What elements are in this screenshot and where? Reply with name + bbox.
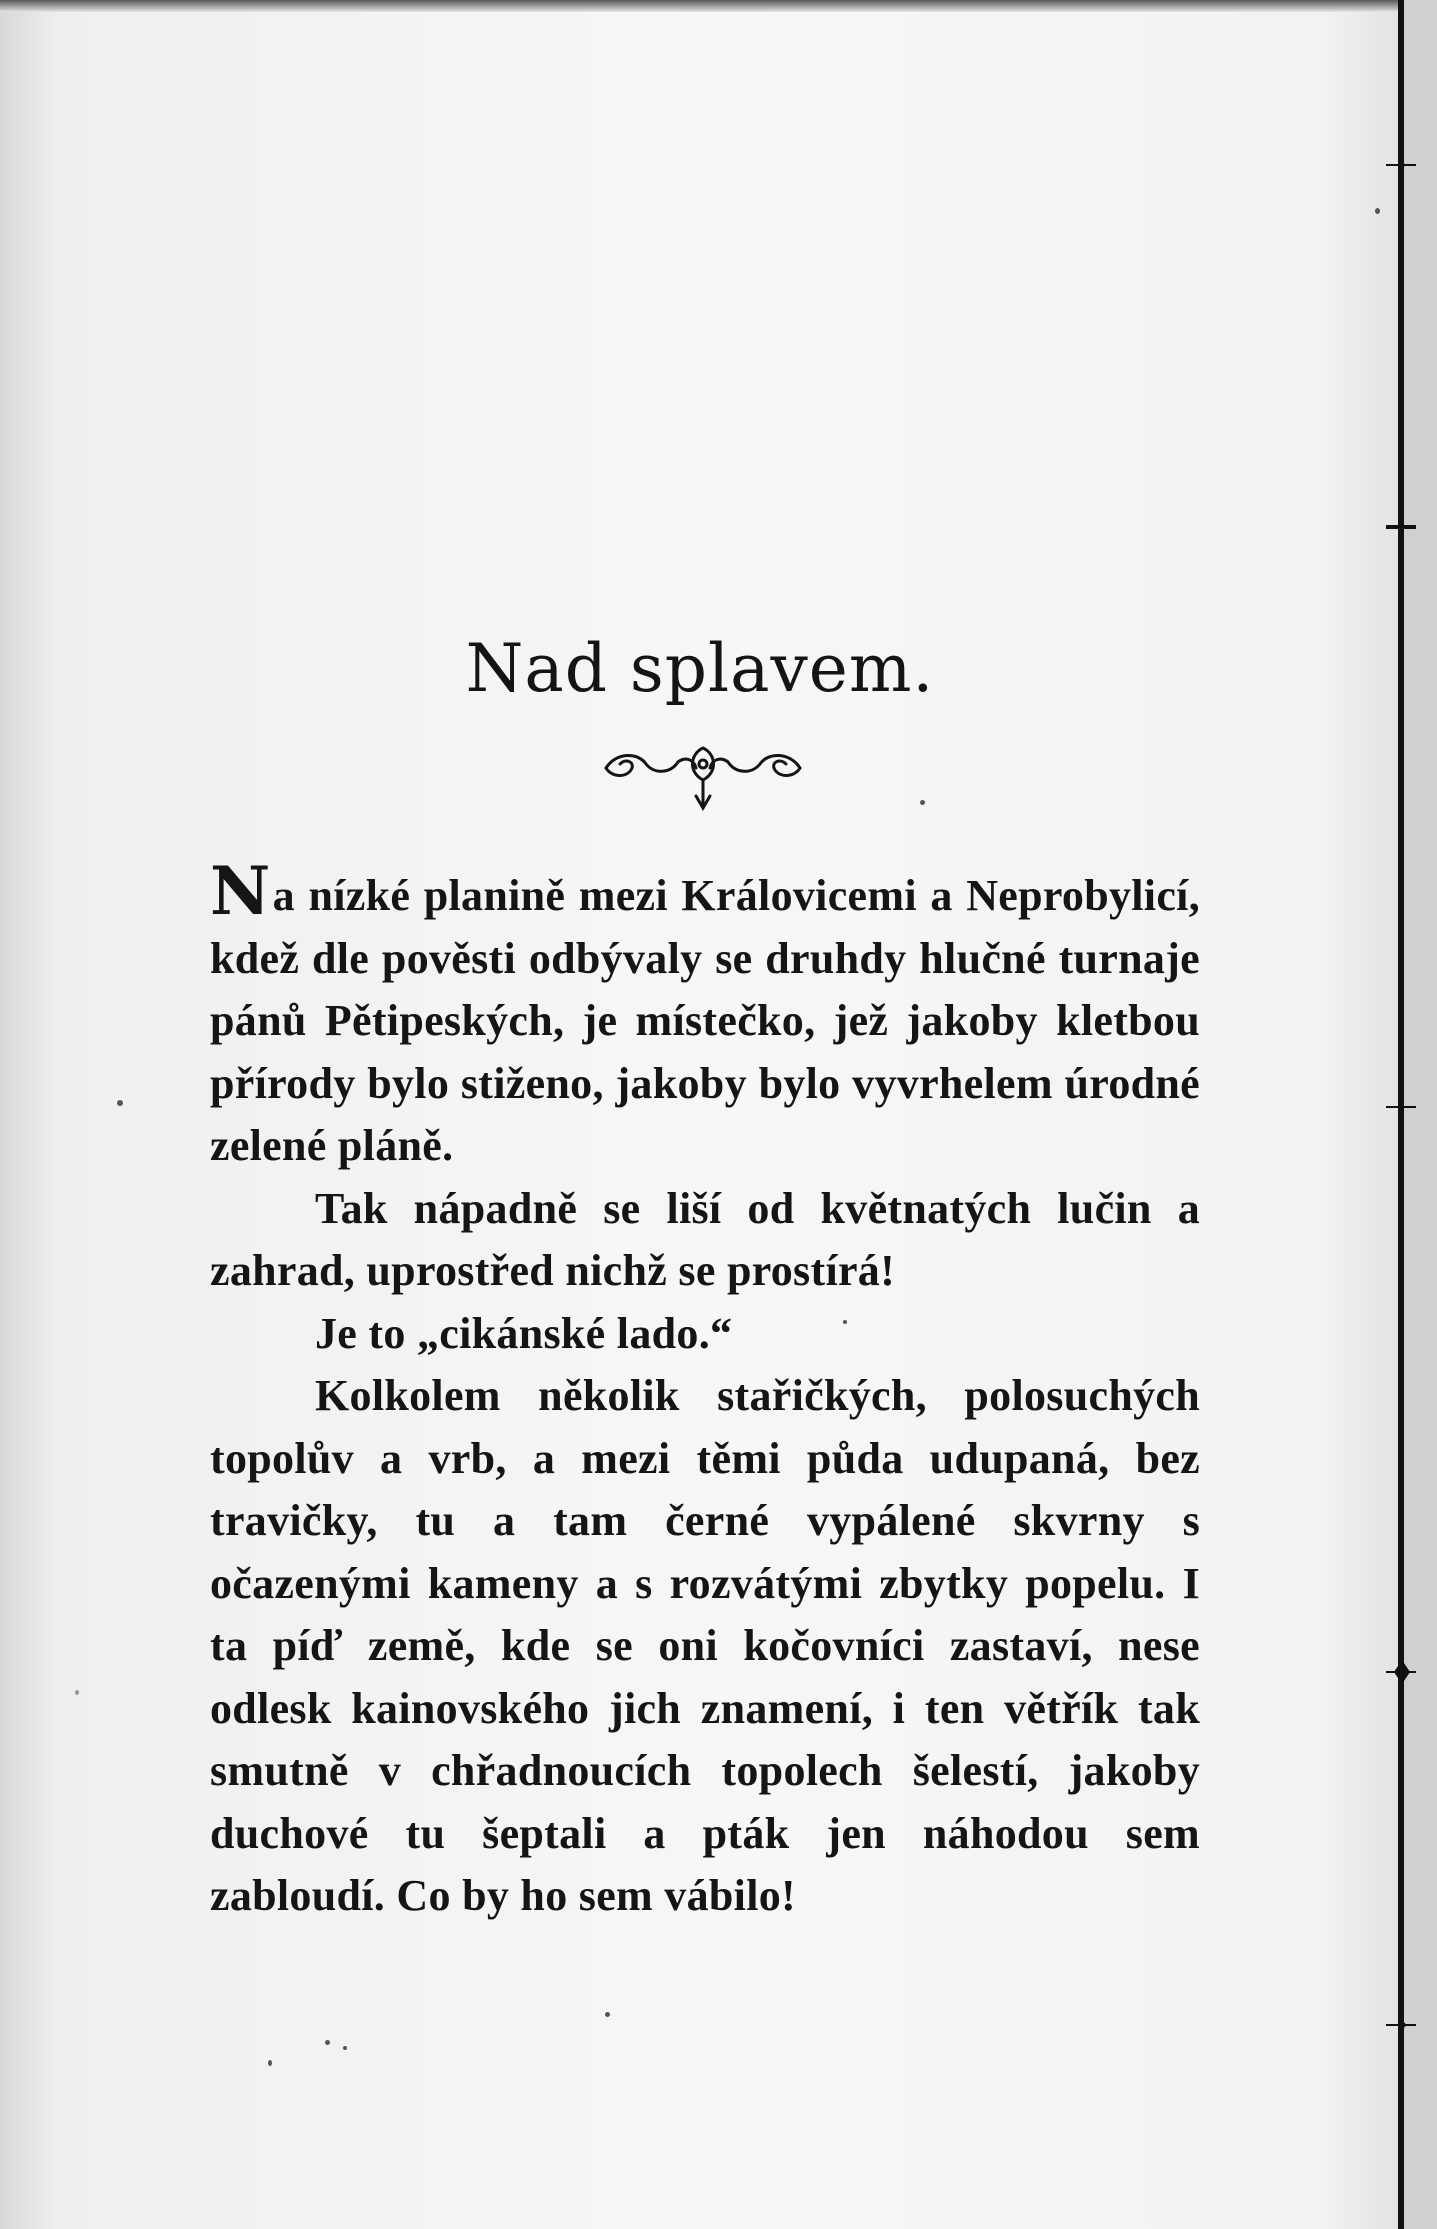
paper-speck [343,2046,347,2050]
paragraph-text: Kolkolem několik stařičkých, polosuchých topolův a vrb, a mezi těmi půda udupaná, bez travičky, tu a tam černé vypálené skvrny s očazenými kameny a s rozvátými zbytky popelu. I ta píď země, kde se oni kočovníci zastaví, nese odlesk kainovského jich znamení, i ten větřík tak smutně v chřadnoucích topolech šelestí, jakoby duchové tu šeptali a pták jen náhodou sem zabloudí. Co by ho sem vábilo! [210,1371,1200,1920]
binding-mark-icon [1386,2018,1416,2032]
drop-cap: N [210,852,271,930]
paragraph [210,852,1200,1178]
paper-speck [75,1690,79,1695]
binding-mark-icon [1386,520,1416,534]
binding-mark-icon [1386,1660,1416,1684]
binding-mark-icon [1386,158,1416,172]
paper-speck [1375,208,1380,214]
paper-speck [920,800,925,805]
page-top-edge [0,0,1437,12]
paragraph [210,1365,1200,1928]
paper-speck [605,2012,610,2017]
paper-speck [325,2040,330,2045]
paragraph [210,1303,1200,1366]
page-spine [1398,0,1404,2229]
paper-speck [268,2060,272,2066]
binding-mark-icon [1386,1100,1416,1114]
spine-background [1404,0,1437,2229]
paragraph [210,1178,1200,1303]
paragraph-text: Tak nápadně se liší od květnatých lučin a zahrad, uprostřed nichž se prostírá! [210,1183,1200,1295]
paragraph-text: Je to „cikánské lado.“ [315,1308,733,1358]
paper-speck [117,1100,123,1106]
chapter-title: Nad splavem. [465,630,935,707]
paragraph-text: a nízké planině mezi Královicemi a Neprobylicí, kdež dle pověsti odbývaly se druhdy hlučné turnaje pánů Pětipeských, je místečko, jež jakoby kletbou přírody bylo stiženo, jakoby bylo vyvrhelem úrodné zelené pláně. [210,871,1200,1170]
decorative-flourish-icon [598,738,808,818]
body-text [210,852,1200,1928]
